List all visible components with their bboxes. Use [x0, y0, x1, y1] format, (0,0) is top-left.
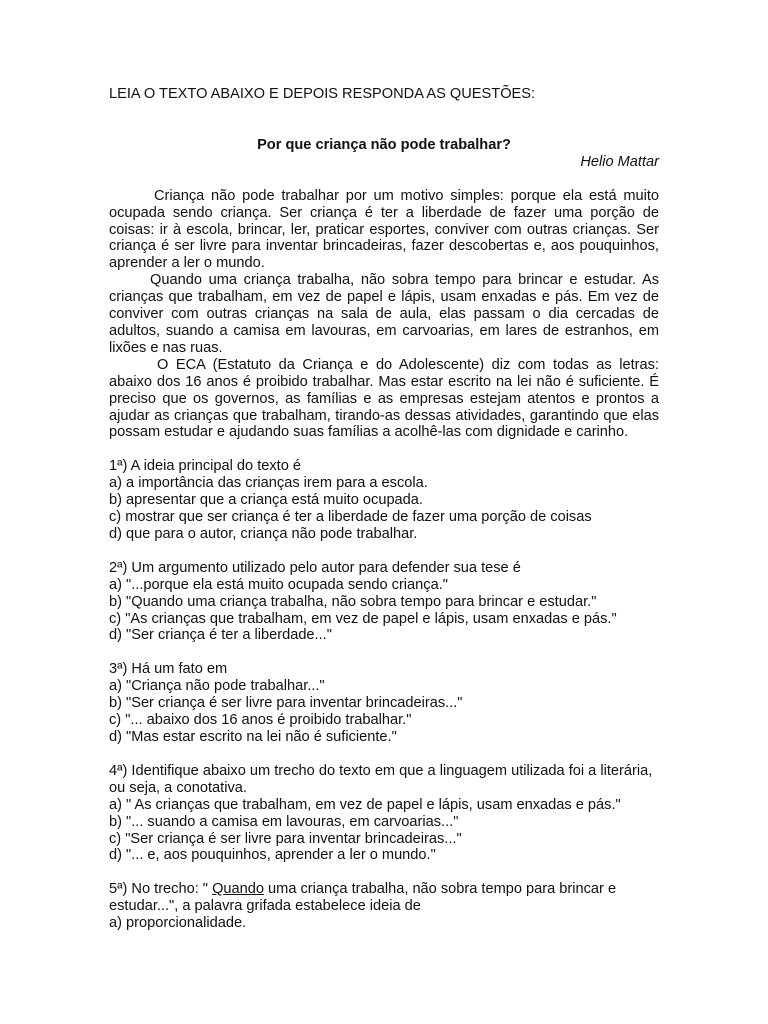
option-a: a) a importância das crianças irem para a escola. [109, 475, 428, 492]
question-stem: 4ª) Identifique abaixo um trecho do texto em que a linguagem utilizada foi a literária, ou seja, a conotativa. [109, 762, 653, 796]
question-stem: 3ª) Há um fato em [109, 661, 228, 678]
question-stem-start: 5ª) No trecho: " [109, 881, 213, 898]
underlined-word: Quando [212, 881, 264, 898]
option-c: c) "... abaixo dos 16 anos é proibido trabalhar." [109, 712, 412, 729]
question-stem: 2ª) Um argumento utilizado pelo autor para defender sua tese é [109, 559, 521, 576]
article-title: Por que criança não pode trabalhar? [257, 136, 511, 153]
option-list [109, 797, 659, 865]
article-paragraph: Criança não pode trabalhar por um motivo simples: porque ela está muito ocupada sendo criança. Ser criança é ter a liberdade de fazer uma porção de coisas: ir à escola, brincar, ler, praticar esportes, conviver com outras crianças. Ser criança é ser livre para inventar brincadeiras, fazer descobertas e, aos pouquinhos, aprender a ler o mundo. [109, 187, 659, 272]
option-list [109, 915, 659, 932]
option-c: c) mostrar que ser criança é ter a liberdade de fazer uma porção de coisas [109, 509, 592, 526]
option-d: d) "... e, aos pouquinhos, aprender a ler o mundo." [109, 847, 436, 864]
option-a: a) "Criança não pode trabalhar..." [109, 678, 325, 695]
option-list [109, 577, 659, 645]
option-d: d) "Ser criança é ter a liberdade..." [109, 627, 332, 644]
option-a: a) " As crianças que trabalham, em vez de papel e lápis, usam enxadas e pás." [109, 796, 621, 813]
option-d: d) que para o autor, criança não pode trabalhar. [109, 525, 418, 542]
option-c: c) "As crianças que trabalham, em vez de papel e lápis, usam enxadas e pás." [109, 610, 617, 627]
option-c: c) "Ser criança é ser livre para inventar brincadeiras..." [109, 830, 462, 847]
question-5 [109, 881, 659, 932]
instruction-heading: LEIA O TEXTO ABAIXO E DEPOIS RESPONDA AS QUESTÕES: [109, 86, 536, 102]
question-2 [109, 560, 659, 645]
questions-list [109, 458, 659, 932]
document-content [109, 86, 659, 949]
option-b: b) apresentar que a criança está muito ocupada. [109, 492, 423, 509]
article-paragraph: O ECA (Estatuto da Criança e do Adolescente) diz com todas as letras: abaixo dos 16 anos é proibido trabalhar. Mas estar escrito na lei não é suficiente. É preciso que os governos, as famílias e as empresas estejam atentos e prontos a ajudar as crianças que trabalham, tirando-as dessas atividades, garantindo que elas possam estudar e ajudando suas famílias a acolhê-las com dignidade e carinho. [109, 356, 659, 441]
option-d: d) "Mas estar escrito na lei não é suficiente." [109, 729, 397, 745]
question-1 [109, 458, 659, 543]
article-body [109, 188, 659, 442]
option-a: a) "...porque ela está muito ocupada sendo criança." [109, 576, 448, 593]
option-b: b) "Ser criança é ser livre para inventar brincadeiras..." [109, 695, 463, 712]
question-stem: 1ª) A ideia principal do texto é [109, 458, 301, 475]
question-stem-end: uma criança trabalha, não sobra tempo para brincar e estudar...", a palavra grifada estabelece ideia de [109, 881, 617, 915]
option-list [109, 475, 659, 543]
option-b: b) "Quando uma criança trabalha, não sobra tempo para brincar e estudar." [109, 593, 597, 610]
article-author: Helio Mattar [580, 153, 659, 170]
option-b: b) "... suando a camisa em lavouras, em carvoarias..." [109, 813, 459, 830]
option-a: a) proporcionalidade. [109, 915, 247, 932]
question-stem [109, 881, 659, 915]
question-4 [109, 763, 659, 864]
question-3 [109, 661, 659, 746]
option-list [109, 678, 659, 746]
article-paragraph: Quando uma criança trabalha, não sobra tempo para brincar e estudar. As crianças que trabalham, em vez de papel e lápis, usam enxadas e pás. Em vez de conviver com outras crianças na sala de aula, elas passam o dia cercadas de adultos, suando a camisa em lavouras, em carvoarias, em lares de estranhos, em lixões e nas ruas. [109, 272, 659, 356]
